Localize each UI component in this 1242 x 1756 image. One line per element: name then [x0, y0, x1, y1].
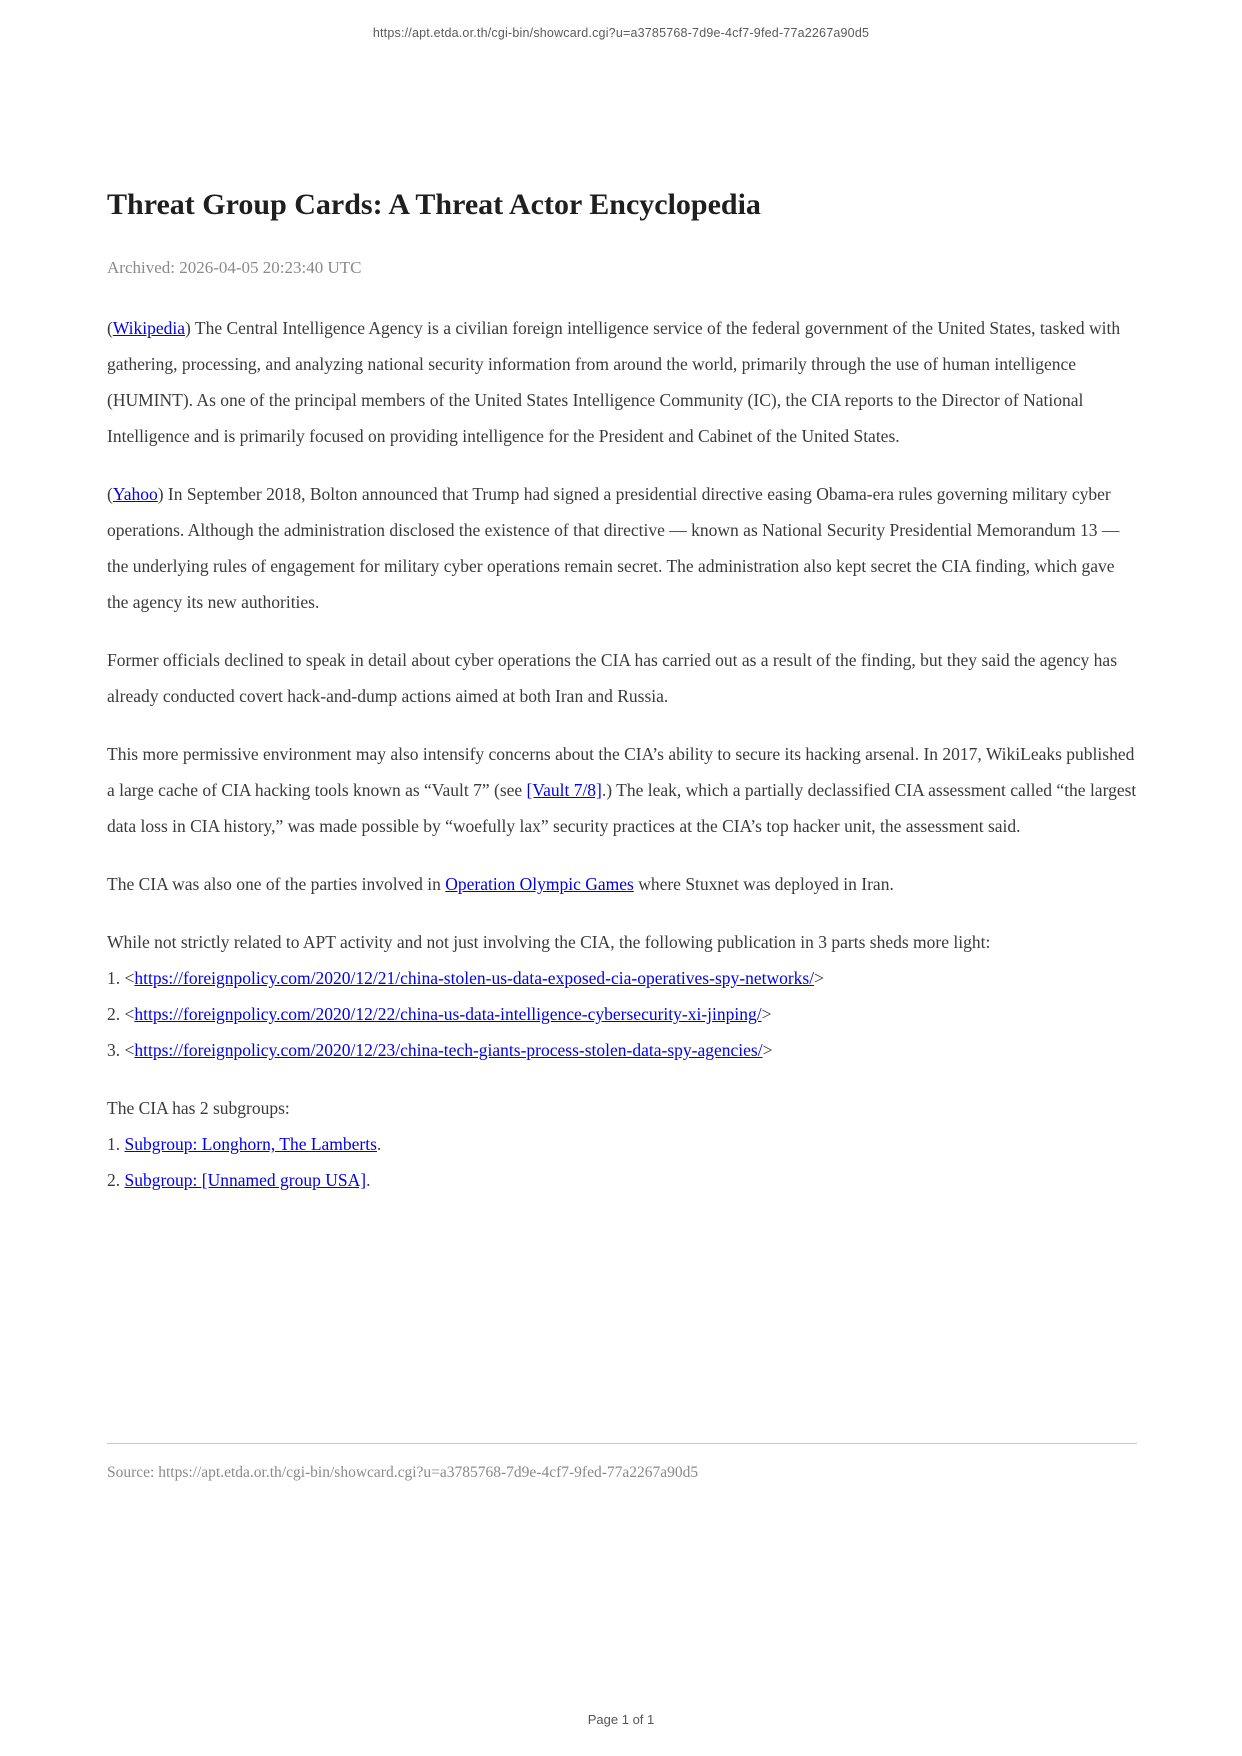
text-segment: 3. <	[107, 1040, 135, 1060]
document-page	[107, 0, 1137, 1220]
yahoo-link[interactable]: Yahoo	[112, 484, 158, 504]
foreignpolicy-part2-link[interactable]: https://foreignpolicy.com/2020/12/22/china-us-data-intelligence-cybersecurity-xi-jinping/	[134, 1004, 762, 1024]
text-segment: >	[814, 968, 824, 988]
text-segment: (	[107, 318, 113, 338]
text-segment: This more permissive environment may also intensify concerns about the CIA’s ability to secure its hacking arsenal. In 2017, WikiLeaks published a large cache of CIA hacking tools known as “Vault 7” (see	[107, 744, 1135, 800]
paragraph-yahoo	[107, 476, 1137, 620]
text-segment: Former officials declined to speak in detail about cyber operations the CIA has carried out as a result of the finding, but they said the agency has already conducted covert hack-and-dump actions aimed at both Iran and Russia.	[107, 650, 1118, 706]
text-segment: ) The Central Intelligence Agency is a civilian foreign intelligence service of the federal government of the United States, tasked with gathering, processing, and analyzing national security information from around the world, primarily through the use of human intelligence (HUMINT). As one of the principal members of the United States Intelligence Community (IC), the CIA reports to the Director of National Intelligence and is primarily focused on providing intelligence for the President and Cabinet of the United States.	[107, 318, 1121, 446]
text-segment: 2.	[107, 1170, 125, 1190]
text-segment: 1. <	[107, 968, 135, 988]
paragraph-wikipedia	[107, 310, 1137, 454]
wikipedia-link[interactable]: Wikipedia	[112, 318, 186, 338]
text-segment: .	[376, 1134, 382, 1154]
text-segment: ) In September 2018, Bolton announced that Trump had signed a presidential directive easing Obama-era rules governing military cyber operations. Although the administration disclosed the existence of that directive — known as National Security Presidential Memorandum 13 — the underlying rules of engagement for military cyber operations remain secret. The administration also kept secret the CIA finding, which gave the agency its new authorities.	[107, 484, 1120, 612]
archived-timestamp: Archived: 2026-04-05 20:23:40 UTC	[107, 258, 362, 277]
text-segment: The CIA was also one of the parties involved in	[107, 874, 446, 894]
text-segment: .	[366, 1170, 371, 1190]
page-number: Page 1 of 1	[587, 1712, 655, 1727]
footer-divider	[107, 1443, 1137, 1444]
text-segment: .) The leak, which a partially declassified CIA assessment called “the largest data loss in CIA history,” was made possible by “woefully lax” security practices at the CIA’s top hacker unit, the assessment said.	[107, 780, 1137, 836]
paragraph-publication-list	[107, 924, 1137, 1068]
foreignpolicy-part1-link[interactable]: https://foreignpolicy.com/2020/12/21/china-stolen-us-data-exposed-cia-operatives-spy-networks/	[134, 968, 815, 988]
text-segment: >	[762, 1040, 773, 1060]
subgroup-unnamed-usa-link[interactable]: Subgroup: [Unnamed group USA]	[124, 1170, 367, 1190]
paragraph-olympic-games	[107, 866, 1137, 902]
text-segment: where Stuxnet was deployed in Iran.	[633, 874, 894, 894]
vault-7-8-link[interactable]: [Vault 7/8]	[526, 780, 602, 800]
paragraph-former-officials	[107, 642, 1137, 714]
source-line: Source: https://apt.etda.or.th/cgi-bin/showcard.cgi?u=a3785768-7d9e-4cf7-9fed-77a2267a90d5	[107, 1464, 699, 1481]
text-segment: The CIA has 2 subgroups:	[107, 1098, 290, 1118]
foreignpolicy-part3-link[interactable]: https://foreignpolicy.com/2020/12/23/china-tech-giants-process-stolen-data-spy-agencies/	[134, 1040, 763, 1060]
header-url: https://apt.etda.or.th/cgi-bin/showcard.cgi?u=a3785768-7d9e-4cf7-9fed-77a2267a90d5	[372, 26, 870, 40]
paragraph-vault7	[107, 736, 1137, 844]
text-segment: While not strictly related to APT activity and not just involving the CIA, the following publication in 3 parts sheds more light:	[107, 932, 991, 952]
text-segment: 2. <	[107, 1004, 135, 1024]
article	[107, 310, 1137, 1198]
text-segment: 1.	[107, 1134, 125, 1154]
page-title: Threat Group Cards: A Threat Actor Encyclopedia	[107, 188, 761, 221]
paragraph-subgroups	[107, 1090, 1137, 1198]
subgroup-longhorn-link[interactable]: Subgroup: Longhorn, The Lamberts	[124, 1134, 377, 1154]
text-segment: (	[107, 484, 113, 504]
operation-olympic-games-link[interactable]: Operation Olympic Games	[445, 874, 634, 894]
text-segment: >	[761, 1004, 772, 1024]
